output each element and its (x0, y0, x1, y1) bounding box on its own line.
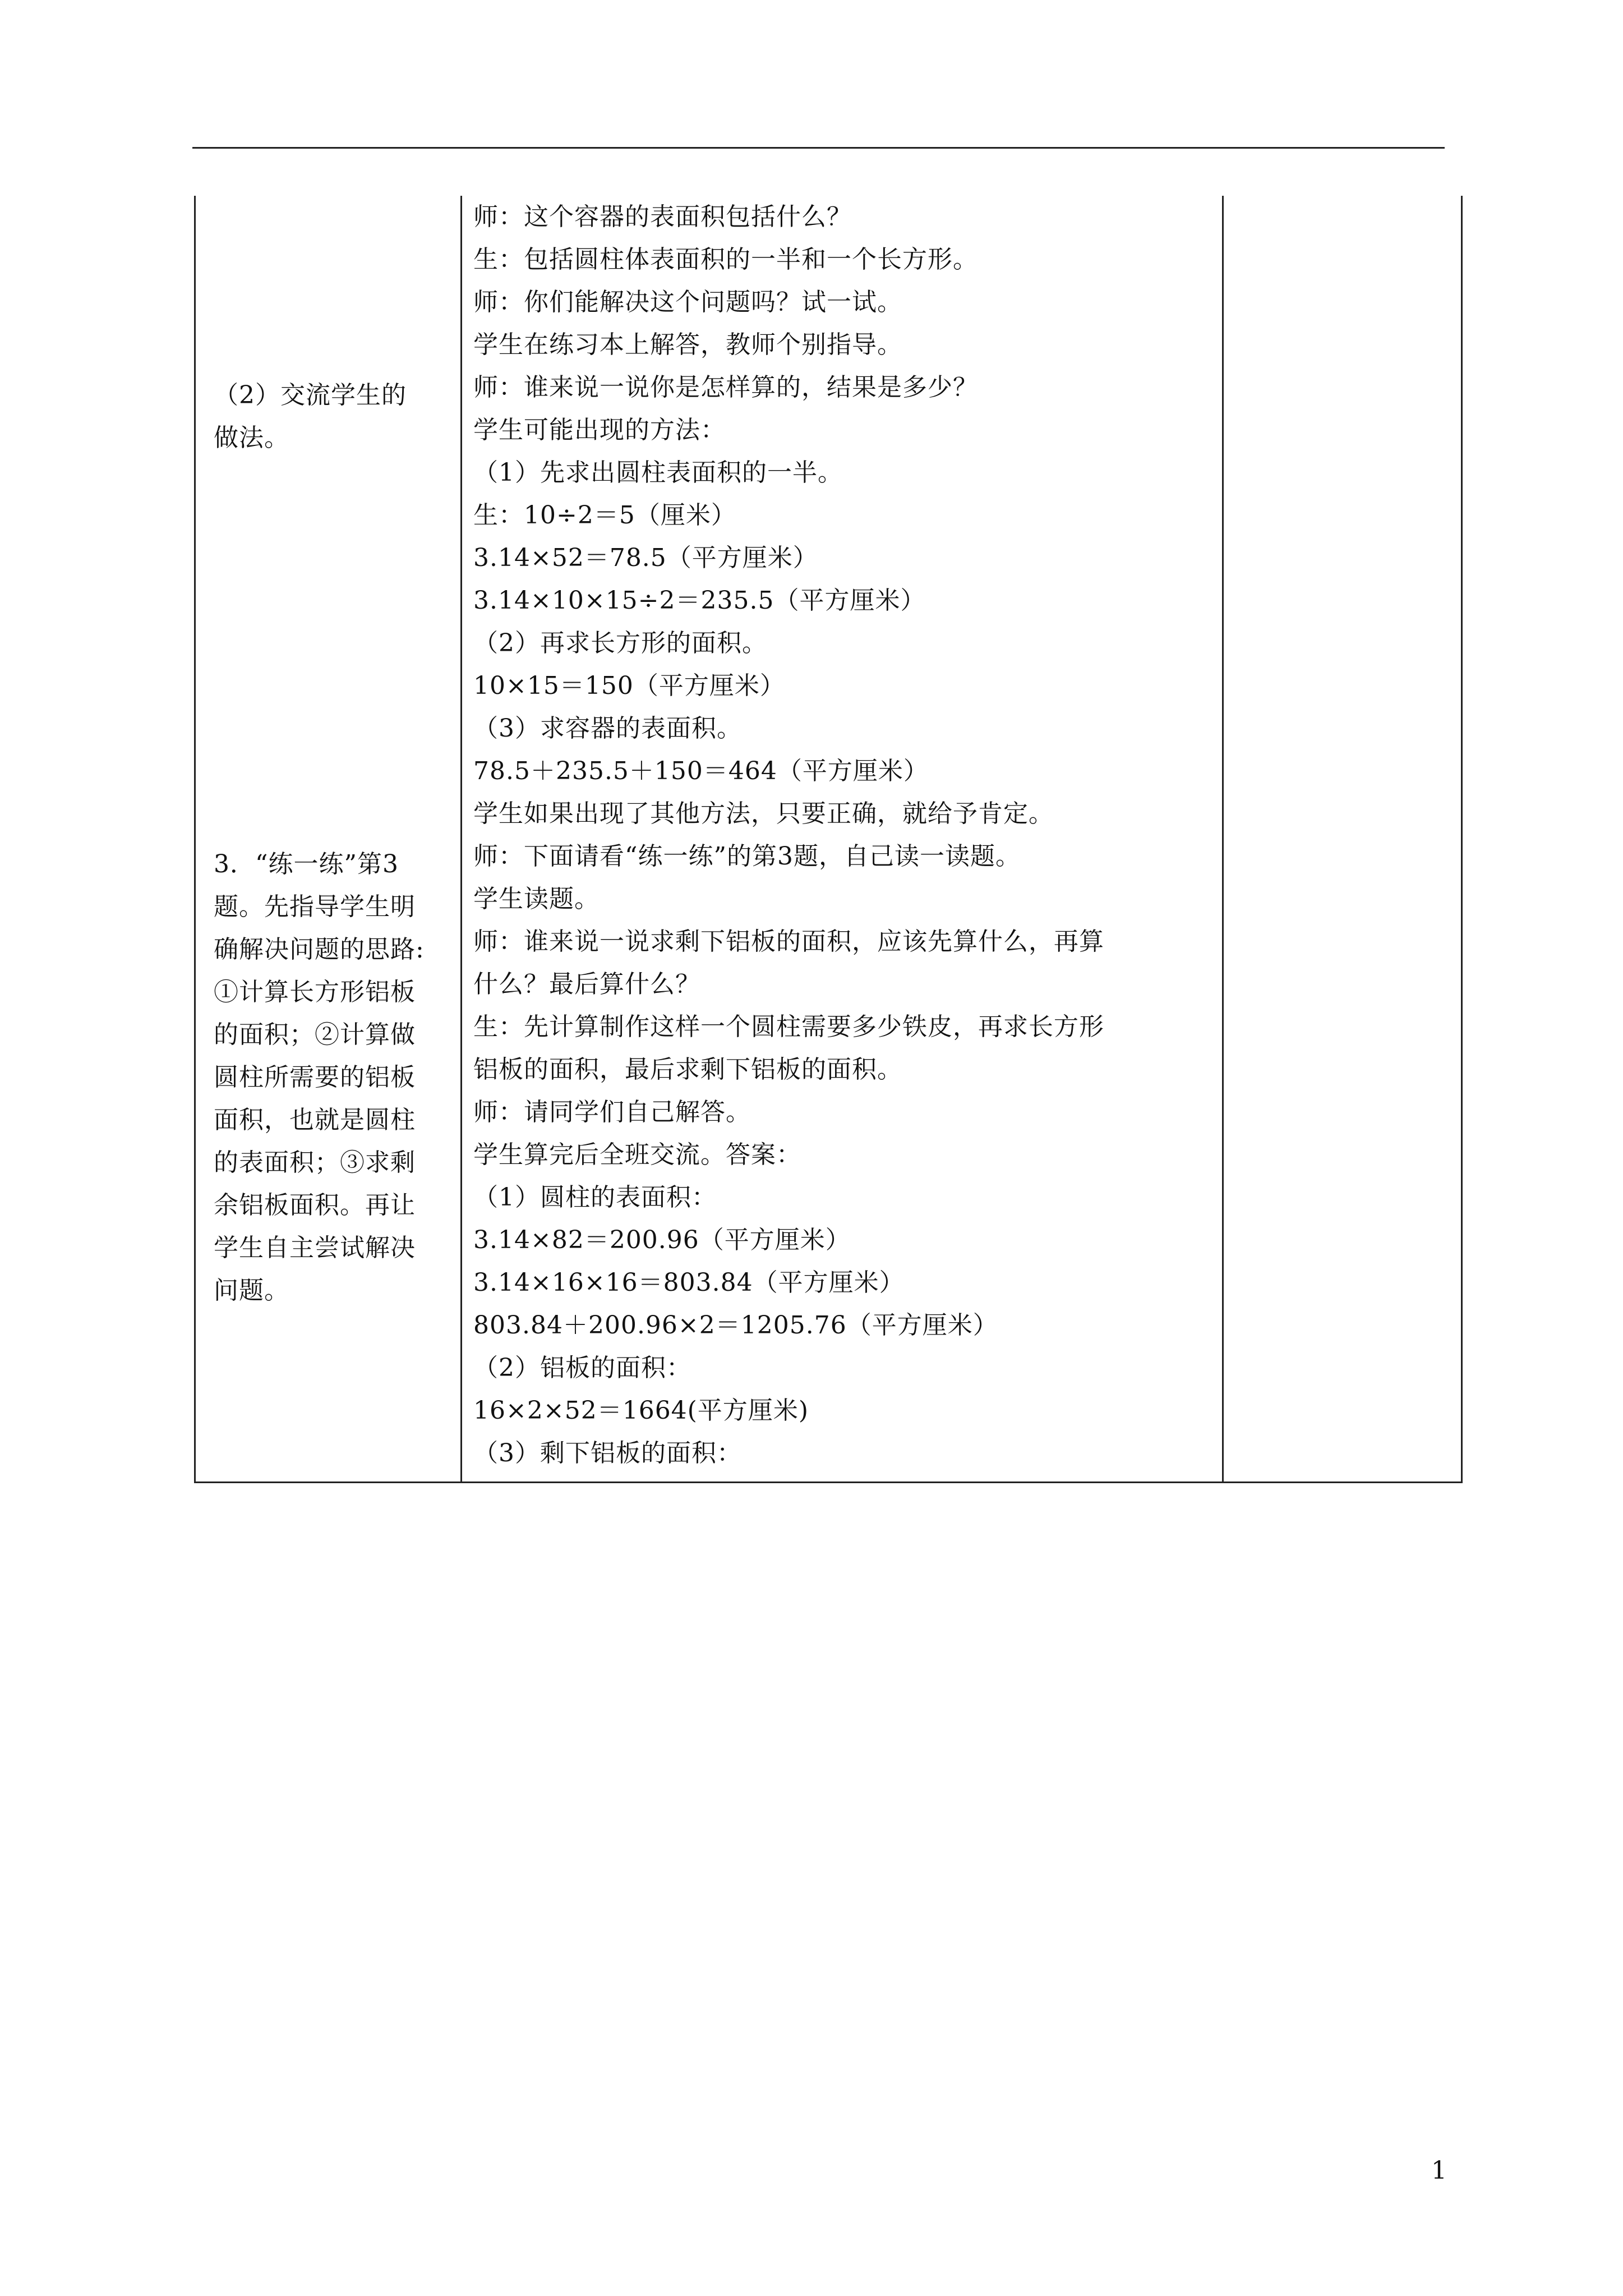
left-note-line: 题。先指导学生明 (214, 892, 416, 921)
left-note-block-exercise (214, 843, 454, 1312)
dialogue-line: 师：谁来说一说你是怎样算的，结果是多少？ (473, 373, 978, 402)
dialogue-line: 生：包括圆柱体表面积的一半和一个长方形。 (473, 245, 978, 274)
dialogue-line: （1）圆柱的表面积： (473, 1183, 717, 1212)
dialogue-line: 学生可能出现的方法： (473, 416, 726, 444)
left-note-line: 余铝板面积。再让 (214, 1191, 416, 1220)
left-note-line: 圆柱所需要的铝板 (214, 1063, 416, 1092)
dialogue-line: 生：先计算制作这样一个圆柱需要多少铁皮，再求长方形 (473, 1013, 1104, 1041)
left-note-line: 学生自主尝试解决 (214, 1234, 416, 1262)
dialogue-line: 什么？最后算什么？ (473, 970, 700, 999)
dialogue-line: 10×15＝150（平方厘米） (473, 671, 785, 700)
dialogue-line: 78.5＋235.5＋150＝464（平方厘米） (473, 757, 929, 785)
left-note-line: 问题。 (214, 1276, 289, 1305)
dialogue-line: 师：这个容器的表面积包括什么？ (473, 203, 852, 231)
dialogue-line: 3.14×52＝78.5（平方厘米） (473, 544, 818, 572)
page-number: 1 (1431, 2156, 1447, 2185)
left-column-cell (195, 196, 462, 1483)
dialogue-line: （2）铝板的面积： (473, 1354, 691, 1382)
left-note-line: （2）交流学生的 (214, 381, 407, 409)
dialogue-line: 学生读题。 (473, 885, 600, 913)
left-note-line: ①计算长方形铝板 (214, 978, 416, 1006)
dialogue-line: 师：谁来说一说求剩下铝板的面积，应该先算什么，再算 (473, 927, 1104, 956)
dialogue-line: 3.14×16×16＝803.84（平方厘米） (473, 1268, 905, 1297)
dialogue-line: （3）求容器的表面积。 (473, 714, 742, 743)
left-note-line: 3．“练一练”第3 (214, 850, 399, 878)
middle-column-cell (462, 196, 1223, 1483)
dialogue-line: 3.14×82＝200.96（平方厘米） (473, 1226, 851, 1254)
dialogue-line: 学生算完后全班交流。答案： (473, 1140, 801, 1169)
dialogue-line: 学生如果出现了其他方法，只要正确，就给予肯定。 (473, 799, 1054, 828)
left-note-line: 面积，也就是圆柱 (214, 1106, 416, 1134)
dialogue-line: （3）剩下铝板的面积： (473, 1439, 742, 1467)
dialogue-line: （1）先求出圆柱表面积的一半。 (473, 458, 843, 487)
dialogue-line: 生：10÷2＝5（厘米） (473, 501, 736, 530)
dialogue-text (473, 196, 1214, 1475)
dialogue-line: 师：下面请看“练一练”的第3题，自己读一读题。 (473, 842, 1021, 871)
dialogue-line: 3.14×10×15÷2＝235.5（平方厘米） (473, 586, 926, 615)
right-column-cell (1223, 196, 1462, 1483)
left-note-line: 的表面积；③求剩 (214, 1148, 416, 1177)
dialogue-line: （2）再求长方形的面积。 (473, 629, 767, 657)
dialogue-line: 铝板的面积，最后求剩下铝板的面积。 (473, 1055, 902, 1084)
left-note-line: 的面积；②计算做 (214, 1020, 416, 1049)
dialogue-line: 16×2×52＝1664(平方厘米) (473, 1396, 809, 1425)
left-note-block-exchange (214, 374, 454, 459)
table-row (195, 196, 1462, 1483)
left-note-line: 做法。 (214, 424, 289, 452)
lesson-plan-table (194, 196, 1463, 1483)
dialogue-line: 学生在练习本上解答，教师个别指导。 (473, 330, 902, 359)
left-note-line: 确解决问题的思路: (214, 935, 425, 964)
dialogue-line: 803.84＋200.96×2＝1205.76（平方厘米） (473, 1311, 998, 1340)
header-rule (192, 147, 1445, 149)
dialogue-line: 师：你们能解决这个问题吗？试一试。 (473, 288, 902, 316)
dialogue-line: 师：请同学们自己解答。 (473, 1098, 751, 1126)
